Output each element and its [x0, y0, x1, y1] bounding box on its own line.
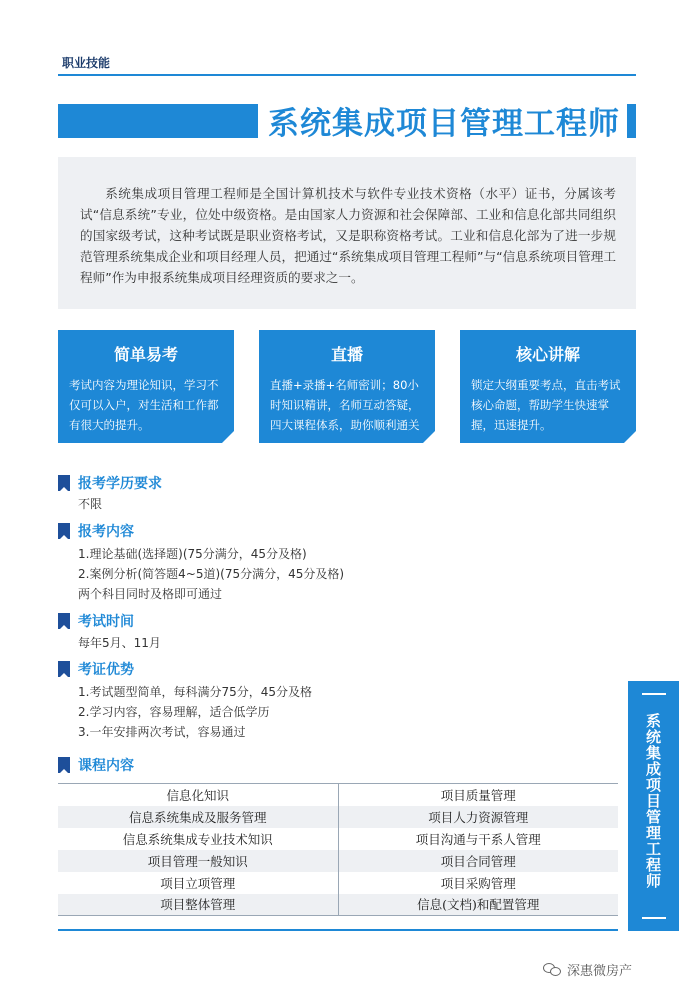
text-line: 不限: [78, 497, 103, 511]
table-row: [58, 806, 618, 828]
table-row: [58, 784, 618, 806]
feature-description: 锁定大纲重要考点，直击考试核心命题，帮助学生快速掌握，迅速提升。: [471, 378, 621, 432]
text-line: 1.理论基础(选择题)(75分满分，45分及格): [78, 547, 307, 561]
section-text-education: [78, 495, 102, 513]
section-title-content: 报考内容: [78, 524, 134, 540]
table-cell: 项目立项管理: [58, 872, 338, 894]
section-title-education: 报考学历要求: [78, 476, 162, 492]
bookmark-icon: [58, 661, 70, 677]
text-line: 每年5月、11月: [78, 636, 161, 650]
feature-card-easy: [58, 330, 234, 443]
feature-card-core: [460, 330, 636, 443]
title-accent-bar: [58, 104, 258, 138]
section-title-advantages: 考证优势: [78, 662, 134, 678]
side-tab-label: 系统集成项目管理工程师: [644, 713, 662, 889]
feature-title: 直播: [330, 345, 363, 364]
table-row: [58, 828, 618, 850]
bookmark-icon: [58, 613, 70, 629]
text-line: 2.案例分析(简答题4~5道)(75分满分，45分及格): [78, 567, 345, 581]
table-cell: 信息化知识: [58, 784, 338, 806]
corner-notch: [423, 431, 435, 443]
header-divider: [58, 74, 636, 76]
section-text-advantages: [78, 682, 312, 742]
bookmark-icon: [58, 475, 70, 491]
section-text-content: [78, 544, 344, 604]
feature-description: 直播+录播+名师密训；80小时知识精讲，名师互动答疑，四大课程体系，助你顺利通关: [270, 378, 420, 432]
tab-tick: [642, 917, 666, 919]
footer-divider: [58, 929, 618, 931]
text-line: 1.考试题型简单，每科满分75分，45分及格: [78, 685, 312, 699]
feature-title: 简单易考: [113, 345, 178, 364]
table-cell: 项目人力资源管理: [338, 806, 618, 828]
title-accent-bar-right: [627, 104, 636, 138]
table-row: [58, 872, 618, 894]
wechat-icon: [543, 962, 563, 978]
table-cell: 信息系统集成专业技术知识: [58, 828, 338, 850]
intro-text: 系统集成项目管理工程师是全国计算机技术与软件专业技术资格（水平）证书，分属该考试“信息系统”专业，位处中级资格。是由国家人力资源和社会保障部、工业和信息化部共同组织的国家级考试，这种考试既是职业资格考试，又是职称资格考试。工业和信息化部为了进一步规范管理系统集成企业和项目经理人员，把通过“系统集成项目管理工程师”与“信息系统项目管理工程师”作为申报系统集成项目经理资质的要求之一。: [80, 186, 616, 285]
watermark: [543, 960, 632, 979]
tab-tick: [642, 693, 666, 695]
feature-card-live: [259, 330, 435, 443]
table-cell: 项目整体管理: [58, 894, 338, 916]
table-cell: 信息(文档)和配置管理: [338, 894, 618, 916]
bookmark-icon: [58, 757, 70, 773]
table-cell: 项目合同管理: [338, 850, 618, 872]
bookmark-icon: [58, 523, 70, 539]
watermark-text: 深惠微房产: [567, 964, 633, 979]
section-title-courses: 课程内容: [78, 758, 134, 774]
intro-panel: [58, 157, 636, 309]
table-row: [58, 894, 618, 916]
feature-title: 核心讲解: [515, 345, 580, 364]
corner-notch: [222, 431, 234, 443]
table-cell: 信息系统集成及服务管理: [58, 806, 338, 828]
corner-notch: [624, 431, 636, 443]
text-line: 3.一年安排两次考试，容易通过: [78, 725, 246, 739]
text-line: 两个科目同时及格即可通过: [78, 587, 223, 601]
table-cell: 项目质量管理: [338, 784, 618, 806]
table-cell: 项目管理一般知识: [58, 850, 338, 872]
text-line: 2.学习内容，容易理解，适合低学历: [78, 705, 270, 719]
side-tab: [628, 681, 679, 931]
section-text-time: [78, 634, 161, 652]
table-cell: 项目沟通与干系人管理: [415, 831, 541, 847]
feature-description: 考试内容为理论知识，学习不仅可以入户，对生活和工作都有很大的提升。: [69, 378, 219, 432]
page-title: 系统集成项目管理工程师: [268, 106, 620, 142]
section-title-time: 考试时间: [78, 614, 134, 630]
table-cell: 项目采购管理: [440, 875, 516, 891]
table-row: [58, 850, 618, 872]
section-label: 职业技能: [62, 56, 111, 70]
course-table: [58, 783, 618, 916]
